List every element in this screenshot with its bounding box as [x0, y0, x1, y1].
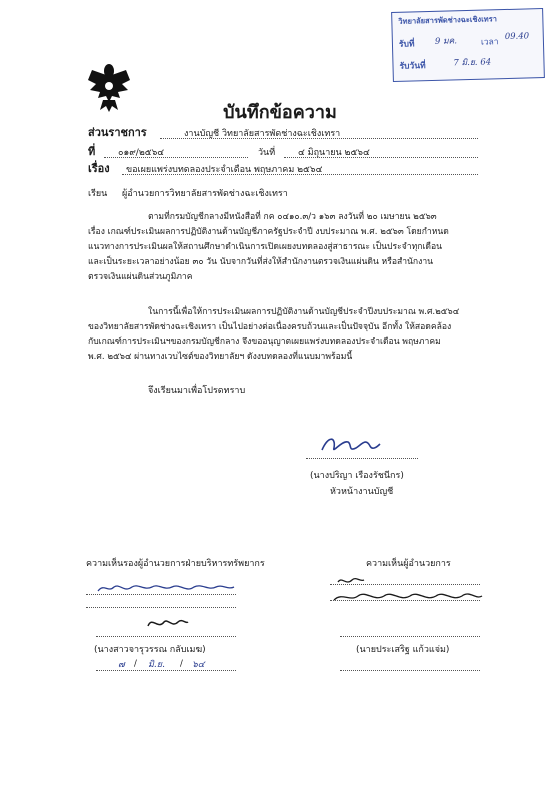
- body-line: เรื่อง เกณฑ์ประเมินผลการปฏิบัติงานด้านบัญชีภาครัฐประจำปี งบประมาณ พ.ศ. ๒๕๖๓ โดยกำหนด: [88, 227, 449, 237]
- agency-value: งานบัญชี วิทยาลัยสารพัดช่างฉะเชิงเทรา: [184, 129, 341, 139]
- body-line: ของวิทยาลัยสารพัดช่างฉะเชิงเทรา เป็นไปอย่างต่อเนื่องครบถ้วนและเป็นปัจจุบัน อีกทั้ง ให้สอดคล้อง: [88, 322, 452, 332]
- body-line: แนวทางการประเมินผลให้สถานศึกษาดำเนินการเปิดเผยงบทดลองสู่สาธารณะ เป็นประจำทุกเดือน: [88, 242, 442, 252]
- director-signature-line: [340, 636, 480, 637]
- subject-value: ขอเผยแพร่งบทดลองประจำเดือน พฤษภาคม ๒๕๖๔: [126, 165, 323, 175]
- salutation-label: เรียน: [88, 189, 108, 199]
- deputy-opinion-heading: ความเห็นรองผู้อำนวยการฝ่ายบริหารทรัพยากร: [86, 559, 265, 569]
- signer-name: (นางปริญา เรืองรัชนีกร): [310, 471, 404, 481]
- deputy-date-year: ๖๔: [192, 660, 205, 670]
- deputy-date-day: ๗: [118, 660, 125, 670]
- stamp-date-value: 7 มิ.ย. 64: [453, 57, 492, 69]
- stamp-received-label: รับที่: [398, 39, 415, 50]
- body-line: พ.ศ. ๒๕๖๔ ผ่านทางเวบไซต์ของวิทยาลัยฯ ดังงบทดลองที่แนบมาพร้อมนี้: [88, 352, 353, 362]
- stamp-time-value: 09.40: [504, 31, 530, 43]
- body-line: ในการนี้เพื่อให้การประเมินผลการปฏิบัติงานด้านบัญชีประจำปีงบประมาณ พ.ศ.๒๕๖๔: [148, 307, 460, 317]
- deputy-date-month: มิ.ย.: [148, 660, 165, 670]
- deputy-signature-line: [96, 636, 236, 637]
- director-opinion-heading: ความเห็นผู้อำนวยการ: [366, 559, 451, 569]
- ref-label: ที่: [88, 145, 96, 158]
- body-line: กับเกณฑ์การประเมินฯของกรมบัญชีกลาง จึงขออนุญาตเผยแพร่งบทดลองประจำเดือน พฤษภาคม: [88, 337, 441, 347]
- body-line: ตรวจเงินแผ่นดินส่วนภูมิภาค: [88, 272, 193, 282]
- salutation-value: ผู้อำนวยการวิทยาลัยสารพัดช่างฉะเชิงเทรา: [122, 189, 288, 199]
- deputy-opinion-handwriting: [96, 581, 236, 595]
- stamp-org: วิทยาลัยสารพัดช่างฉะเชิงเทรา: [398, 14, 498, 26]
- body-line: ตามที่กรมบัญชีกลางมีหนังสือที่ กค ๐๔๑๐.๓/ว ๑๖๓ ลงวันที่ ๒๐ เมษายน ๒๕๖๓: [148, 212, 437, 222]
- stamp-time-label: เวลา: [480, 37, 499, 48]
- deputy-date-sep-2: /: [180, 659, 183, 669]
- agency-label: ส่วนราชการ: [88, 126, 147, 139]
- stamp-date-label: รับวันที่: [399, 61, 426, 72]
- body-line: และเป็นระยะเวลาอย่างน้อย ๓๐ วัน นับจากวันที่ส่งให้สำนักงานตรวจเงินแผ่นดิน หรือสำนักงาน: [88, 257, 434, 267]
- stamp-received-value: 9 มค.: [434, 36, 458, 47]
- signature-deputy: [146, 614, 190, 634]
- subject-label: เรื่อง: [88, 162, 110, 175]
- closing-line: จึงเรียนมาเพื่อโปรดทราบ: [148, 386, 246, 396]
- deputy-date-sep-1: /: [134, 659, 137, 669]
- signature-accounting-head: [318, 432, 382, 458]
- body-paragraph-2: [88, 305, 480, 365]
- body-paragraph-1: [88, 210, 480, 285]
- director-date-line: [340, 670, 480, 671]
- deputy-opinion-line-2: [86, 607, 236, 608]
- date-label: วันที่: [258, 148, 276, 158]
- ref-value: ๐๑๙/๒๕๖๔: [118, 148, 165, 158]
- deputy-date-line: [96, 670, 236, 671]
- deputy-opinion-line-1: [86, 594, 236, 595]
- director-name: (นายประเสริฐ แก้วแจ่ม): [356, 645, 450, 655]
- signer-position: หัวหน้างานบัญชี: [330, 487, 394, 497]
- deputy-name: (นางสาวจารุวรรณ กลับเมฆ): [94, 645, 206, 655]
- date-value: ๔ มิถุนายน ๒๕๖๔: [298, 148, 370, 158]
- receipt-stamp: [391, 8, 545, 82]
- director-opinion-handwriting: [330, 572, 484, 606]
- page-title: บันทึกข้อความ: [223, 102, 337, 123]
- signature-line: [306, 458, 418, 459]
